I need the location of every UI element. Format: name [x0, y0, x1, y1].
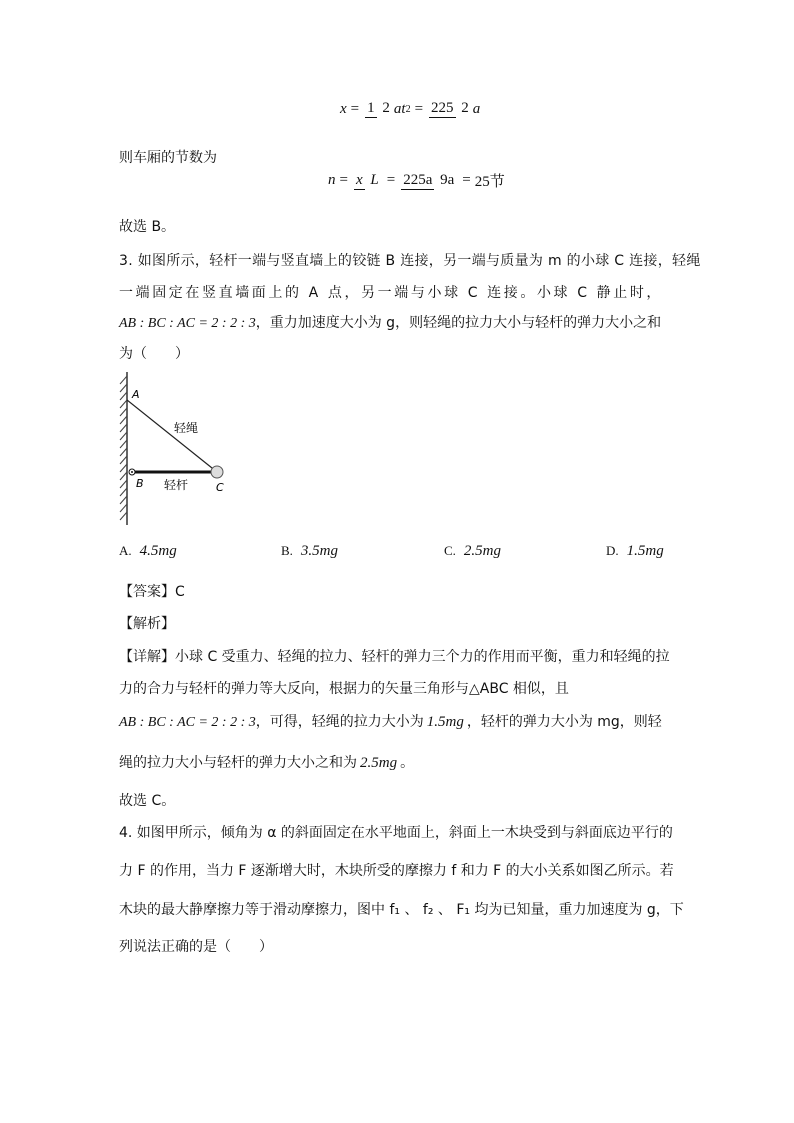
- eq1-at: at: [393, 100, 406, 117]
- rope-line: [127, 400, 217, 472]
- label-b: B: [136, 477, 144, 490]
- rope-label: 轻绳: [174, 421, 199, 435]
- option-a[interactable]: A. 4.5mg: [119, 543, 177, 559]
- line-car-count: 则车厢的节数为: [119, 150, 217, 166]
- detail-line4: 绳的拉力大小与轻杆的弹力大小之和为 2.5mg 。: [119, 755, 415, 771]
- q4-line4: 列说法正确的是（ ）: [119, 939, 273, 955]
- detail-line1: 【详解】小球 C 受重力、轻绳的拉力、轻杆的弹力三个力的作用而平衡，重力和轻绳的拉: [119, 649, 670, 665]
- answer-q3: 故选 C。: [119, 793, 176, 809]
- q3-line3: [119, 312, 661, 332]
- eq2-fraction-225a: 225a 9a: [403, 171, 455, 188]
- option-b[interactable]: B. 3.5mg: [281, 543, 339, 559]
- equation-displacement: x = 1 2 at 2 = 225 2 a: [340, 100, 481, 117]
- q3-ratio: AB : BC : AC = 2 : 2 : 3: [119, 316, 256, 331]
- detail-ratio: AB : BC : AC = 2 : 2 : 3: [119, 715, 256, 730]
- q4-line2: 力 F 的作用，当力 F 逐渐增大时，木块所受的摩擦力 f 和力 F 的大小关系如图乙所示。若: [119, 863, 674, 879]
- q3-line4: 为（ ）: [119, 346, 189, 362]
- wall-hatching: [120, 376, 127, 520]
- eq2-lhs: n: [328, 172, 336, 188]
- detail-sum-force: 2.5mg: [360, 755, 398, 771]
- eq2-fraction-x-over-l: x L: [355, 171, 379, 188]
- q3-line1: 3. 如图所示，轻杆一端与竖直墙上的铰链 B 连接，另一端与质量为 m 的小球 C 连接，轻绳: [119, 253, 701, 269]
- rod-rope-figure: [112, 370, 252, 530]
- q3-line3-text: ，重力加速度大小为 g，则轻绳的拉力大小与轻杆的弹力大小之和: [255, 315, 662, 331]
- rod-label: 轻杆: [164, 478, 189, 492]
- q4-line3: 木块的最大静摩擦力等于滑动摩擦力，图中 f₁ 、 f₂ 、 F₁ 均为已知量，重力加速度为 g，下: [119, 902, 684, 918]
- option-d[interactable]: D. 1.5mg: [606, 543, 664, 559]
- eq1-fraction-225: 225 2: [431, 100, 469, 116]
- equation-car-count: n = x L = 225a 9a = 25节: [328, 171, 505, 190]
- ball-icon: [211, 466, 223, 478]
- eq2-result: 25节: [474, 174, 505, 190]
- detail-line3: AB : BC : AC = 2 : 2 : 3，可得，轻绳的拉力大小为 1.5mg ，轻杆的弹力大小为 mg，则轻: [119, 714, 662, 730]
- eq1-tail: a: [472, 100, 481, 117]
- detail-line2: 力的合力与轻杆的弹力等大反向，根据力的矢量三角形与△ABC 相似，且: [119, 681, 569, 697]
- eq1-fraction-half: 1 2: [367, 100, 390, 116]
- answer-previous: 故选 B。: [119, 219, 176, 235]
- option-c[interactable]: C. 2.5mg: [444, 543, 502, 559]
- q3-line2: 一端固定在竖直墙面上的 A 点，另一端与小球 C 连接。小球 C 静止时，: [119, 285, 664, 301]
- q4-line1: 4. 如图甲所示，倾角为 α 的斜面固定在水平地面上，斜面上一木块受到与斜面底边平行的: [119, 825, 673, 841]
- eq1-exponent: 2: [405, 103, 411, 115]
- eq1-lhs: x: [340, 100, 347, 117]
- detail-rope-force: 1.5mg: [426, 714, 464, 730]
- label-a: A: [132, 388, 140, 401]
- answer-tag: 【答案】C: [119, 584, 185, 600]
- analysis-tag: 【解析】: [119, 616, 175, 632]
- label-c: C: [216, 481, 224, 494]
